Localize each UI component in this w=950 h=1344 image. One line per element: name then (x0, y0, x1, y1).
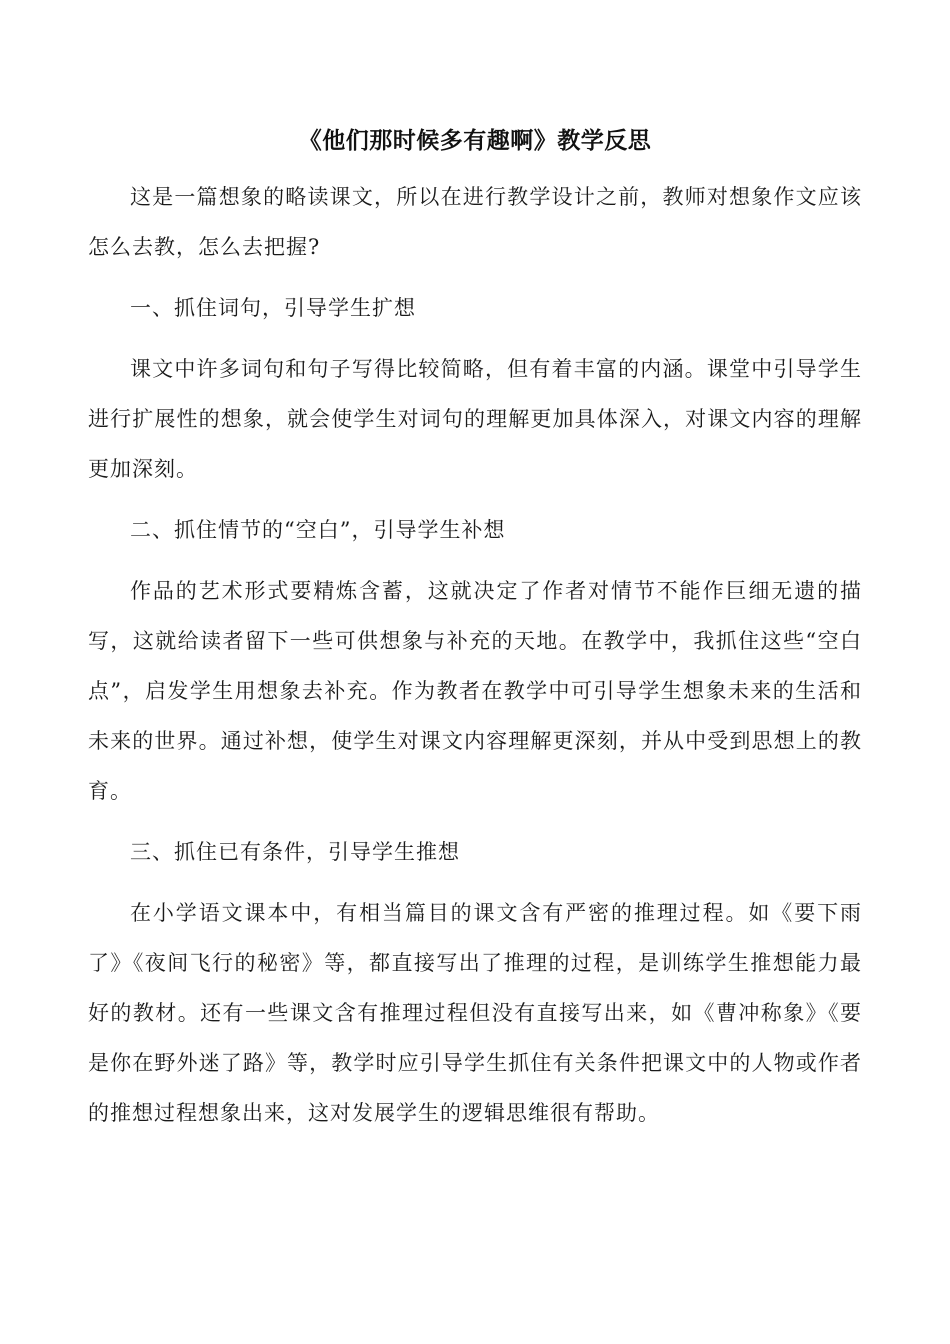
document-title: 《他们那时候多有趣啊》教学反思 (298, 128, 652, 154)
section-heading-3: 三、抓住已有条件，引导学生推想 (130, 840, 460, 864)
intro-paragraph: 这是一篇想象的略读课文，所以在进行教学设计之前，教师对想象作文应该怎么去教，怎么去把握? (88, 185, 862, 259)
section-paragraph-1: 课文中许多词句和句子写得比较简略，但有着丰富的内涵。课堂中引导学生进行扩展性的想象，就会使学生对词句的理解更加具体深入，对课文内容的理解更加深刻。 (88, 357, 862, 481)
document-body (88, 172, 862, 1149)
section-heading-2: 二、抓住情节的“空白”，引导学生补想 (130, 518, 506, 542)
section-paragraph-2: 作品的艺术形式要精炼含蓄，这就决定了作者对情节不能作巨细无遗的描写，这就给读者留下一些可供想象与补充的天地。在教学中，我抓住这些“空白点”，启发学生用想象去补充。作为教者在教学中可引导学生想象未来的生活和未来的世界。通过补想，使学生对课文内容理解更深刻，并从中受到思想上的教育。 (88, 579, 862, 803)
section-heading-1: 一、抓住词句，引导学生扩想 (130, 296, 416, 320)
section-paragraph-3: 在小学语文课本中，有相当篇目的课文含有严密的推理过程。如《要下雨了》《夜间飞行的秘密》等，都直接写出了推理的过程，是训练学生推想能力最好的教材。还有一些课文含有推理过程但没有直接写出来，如《曹冲称象》《要是你在野外迷了路》等，教学时应引导学生抓住有关条件把课文中的人物或作者的推想过程想象出来，这对发展学生的逻辑思维很有帮助。 (88, 901, 862, 1125)
